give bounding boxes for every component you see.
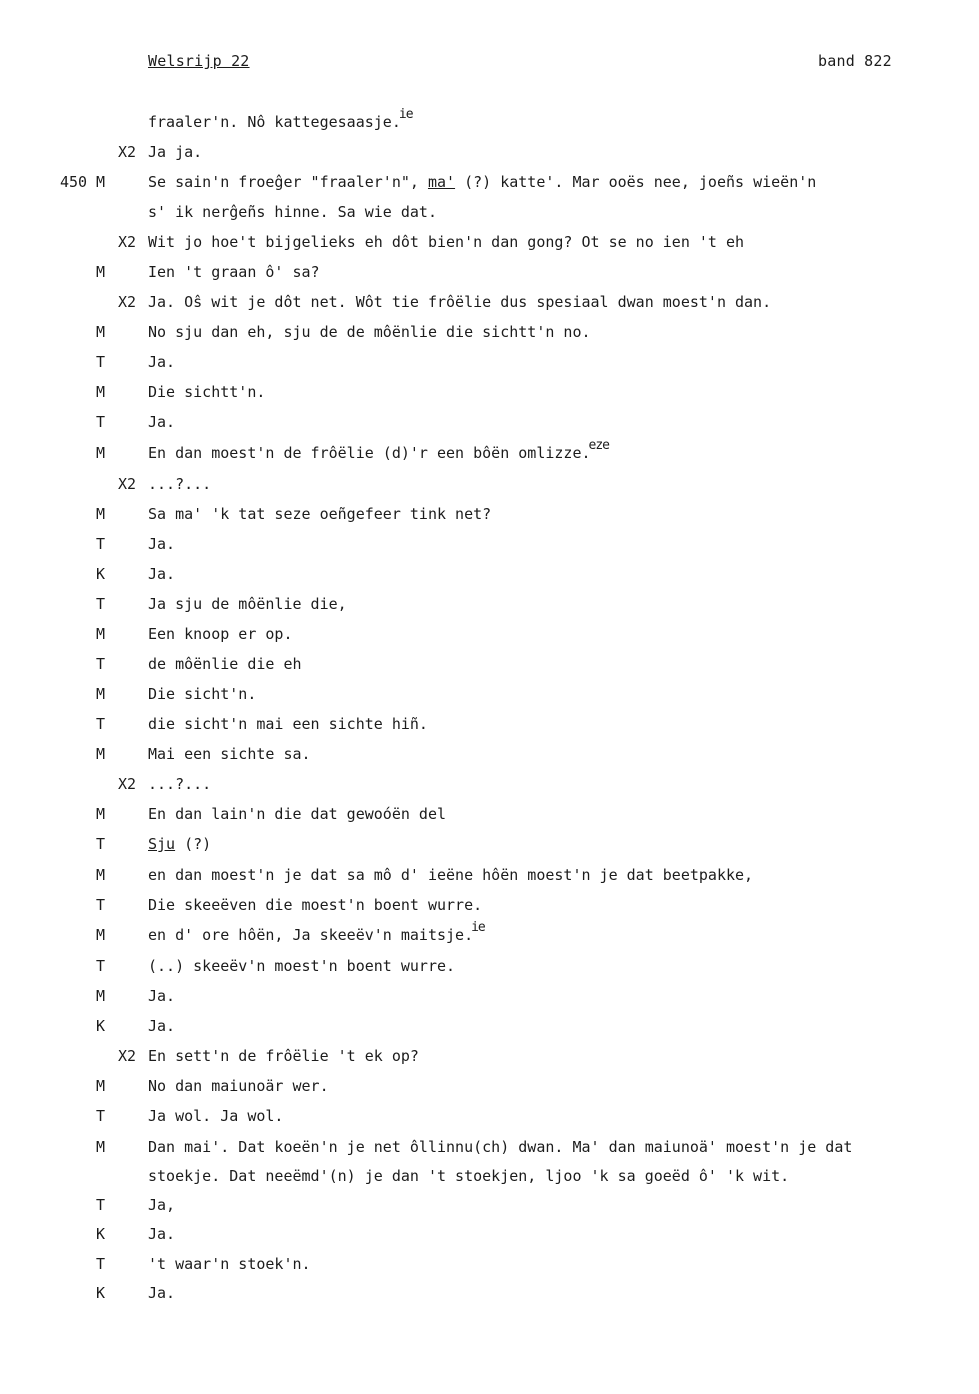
speaker-label: M: [96, 866, 106, 884]
speaker-label: M: [96, 1138, 106, 1156]
speaker-label: T: [96, 655, 106, 673]
utterance-text: [148, 1252, 311, 1276]
utterance-main: Die sichtt'n.: [148, 383, 266, 401]
utterance-main: Ja. Oŝ wit je dôt net. Wôt tie frôëlie dus spesiaal dwan moest'n dan.: [148, 293, 772, 311]
utterance-main: Se sain'n froeĝer "fraaler'n",: [148, 173, 428, 191]
utterance-main: Ja.: [148, 535, 176, 553]
speaker-label: M: [96, 625, 106, 643]
speaker-label: M: [96, 505, 106, 523]
utterance-main: (..) skeeëv'n moest'n boent wurre.: [148, 957, 456, 975]
transcript-line: [0, 772, 979, 796]
transcript-line: [0, 562, 979, 586]
transcript-line: [0, 1281, 979, 1305]
speaker-label: M: [96, 444, 106, 462]
speaker-label: M: [96, 383, 106, 401]
utterance-text: [148, 410, 175, 434]
transcript-line: [0, 1164, 979, 1188]
utterance-text: [148, 893, 482, 917]
transcript-line: [0, 592, 979, 616]
utterance-text: [148, 772, 211, 796]
speaker-label: K: [96, 1017, 106, 1035]
transcript-line: [0, 1135, 979, 1159]
utterance-main: En dan moest'n de frôëlie (d)'r een bôën omlizze.: [148, 444, 591, 462]
utterance-text: [148, 652, 302, 676]
utterance-main: Ja.: [148, 1284, 176, 1302]
underlined-word: Sju: [148, 835, 176, 853]
speaker-label: K: [96, 565, 106, 583]
utterance-main: en dan moest'n je dat sa mô d' ieëne hôën moest'n je dat beetpakke,: [148, 866, 754, 884]
speaker-label: M: [96, 323, 106, 341]
transcript-line: [0, 230, 979, 254]
transcript-line: [0, 1014, 979, 1038]
underlined-word: ma': [427, 173, 456, 191]
utterance-main: No dan maiunoär wer.: [148, 1077, 329, 1095]
utterance-main: En sett'n de frôëlie 't ek op?: [148, 1047, 419, 1065]
utterance-text: [148, 712, 428, 736]
utterance-main: die sicht'n mai een sichte hiñ.: [148, 715, 428, 733]
utterance-text: [148, 984, 175, 1008]
utterance-main: Dan mai'. Dat koeën'n je net ôllinnu(ch) dwan. Ma' dan maiunoä' moest'n je dat: [148, 1138, 853, 1156]
speaker-label: T: [96, 535, 106, 553]
transcript-line: [0, 502, 979, 526]
utterance-text: [148, 260, 320, 284]
utterance-text: [148, 107, 413, 136]
speaker-label: X2: [118, 1047, 137, 1065]
utterance-main: Ja ja.: [148, 143, 203, 161]
utterance-main: stoekje. Dat neeëmd'(n) je dan 't stoekjen, ljoo 'k sa goeëd ô' 'k wit.: [148, 1167, 790, 1185]
utterance-text: [148, 1281, 175, 1305]
utterance-main: Ja.: [148, 1017, 176, 1035]
transcript-line: [0, 290, 979, 314]
speaker-label: M: [96, 1077, 106, 1095]
transcript-line: [0, 380, 979, 404]
utterance-main: en d' ore hôën, Ja skeeëv'n maitsje.: [148, 926, 474, 944]
utterance-text: [148, 1164, 789, 1188]
utterance-text: [148, 438, 609, 467]
transcript-line: [0, 1044, 979, 1068]
utterance-text: [148, 920, 485, 949]
utterance-text: [148, 592, 347, 616]
utterance-text: [148, 863, 753, 887]
transcript-line: [0, 107, 979, 134]
transcript-line: [0, 438, 979, 465]
utterance-main: Ja wol. Ja wol.: [148, 1107, 284, 1125]
utterance-main: 't waar'n stoek'n.: [148, 1255, 311, 1273]
utterance-main: Een knoop er op.: [148, 625, 293, 643]
transcript-line: [0, 350, 979, 374]
utterance-text: [148, 1135, 852, 1159]
utterance-text: [148, 1222, 175, 1246]
header-band: band 822: [818, 52, 892, 70]
transcript-line: [0, 140, 979, 164]
utterance-main: No sju dan eh, sju de de môënlie die sichtt'n no.: [148, 323, 591, 341]
speaker-label: T: [96, 715, 106, 733]
speaker-label: X2: [118, 233, 137, 251]
utterance-main: Ien 't graan ô' sa?: [148, 263, 320, 281]
speaker-label: X2: [118, 293, 137, 311]
utterance-text: [148, 140, 202, 164]
transcript-line: [0, 954, 979, 978]
utterance-text: [148, 742, 311, 766]
transcript-line: [0, 832, 979, 856]
speaker-label: T: [96, 835, 106, 853]
transcript-line: [0, 984, 979, 1008]
speaker-label: T: [96, 1196, 106, 1214]
speaker-label: M: [96, 263, 106, 281]
utterance-text: [148, 380, 265, 404]
transcript-line: [0, 410, 979, 434]
transcript-line: [0, 622, 979, 646]
speaker-label: X2: [118, 143, 137, 161]
speaker-label: T: [96, 1107, 106, 1125]
utterance-main: Ja sju de môënlie die,: [148, 595, 347, 613]
superscript-variant: eze: [588, 438, 609, 453]
utterance-main: ...?...: [148, 775, 212, 793]
transcript-line: [0, 893, 979, 917]
speaker-label: T: [96, 957, 106, 975]
utterance-tail: (?): [175, 835, 212, 853]
transcript-line: [0, 1252, 979, 1276]
speaker-label: T: [96, 595, 106, 613]
transcript-line: [0, 1222, 979, 1246]
utterance-text: [148, 472, 211, 496]
transcript-line: [0, 170, 979, 194]
speaker-label: M: [96, 173, 106, 191]
utterance-main: Ja.: [148, 1225, 176, 1243]
utterance-text: [148, 200, 437, 224]
utterance-main: Wit jo hoe't bijgelieks eh dôt bien'n dan gong? Ot se no ien 't eh: [148, 233, 745, 251]
utterance-text: [148, 1193, 175, 1217]
utterance-text: [148, 682, 256, 706]
speaker-label: M: [96, 745, 106, 763]
transcript-line: [0, 472, 979, 496]
utterance-text: [148, 832, 211, 856]
utterance-main: Ja.: [148, 353, 176, 371]
utterance-text: [148, 350, 175, 374]
utterance-main: fraaler'n. Nô kattegesaasje.: [148, 113, 401, 131]
utterance-main: Ja.: [148, 413, 176, 431]
speaker-label: K: [96, 1284, 106, 1302]
superscript-variant: ie: [471, 920, 485, 935]
transcript-line: [0, 320, 979, 344]
utterance-text: [148, 954, 455, 978]
transcript-line: [0, 712, 979, 736]
speaker-label: X2: [118, 475, 137, 493]
speaker-label: K: [96, 1225, 106, 1243]
transcript-line: [0, 1104, 979, 1128]
speaker-label: T: [96, 896, 106, 914]
transcript-line: [0, 532, 979, 556]
transcript-line: [0, 1074, 979, 1098]
utterance-main: Mai een sichte sa.: [148, 745, 311, 763]
utterance-text: [148, 290, 771, 314]
utterance-main: ...?...: [148, 475, 212, 493]
utterance-main: Ja,: [148, 1196, 176, 1214]
header-title-text: Welsrijp 22: [148, 52, 250, 70]
speaker-label: M: [96, 685, 106, 703]
speaker-label: M: [96, 805, 106, 823]
utterance-text: [148, 622, 293, 646]
utterance-text: [148, 1014, 175, 1038]
line-number: 450: [60, 173, 88, 191]
transcript-line: [0, 652, 979, 676]
utterance-text: [148, 230, 744, 254]
utterance-main: Ja.: [148, 565, 176, 583]
utterance-text: [148, 562, 175, 586]
utterance-main: de môënlie die eh: [148, 655, 302, 673]
utterance-main: Die sicht'n.: [148, 685, 257, 703]
utterance-text: [148, 1044, 419, 1068]
utterance-main: Sa ma' 'k tat seze oeñgefeer tink net?: [148, 505, 492, 523]
utterance-text: [148, 532, 175, 556]
transcript-line: [0, 1193, 979, 1217]
speaker-label: M: [96, 926, 106, 944]
transcript-line: [0, 682, 979, 706]
utterance-text: [148, 502, 491, 526]
transcript-line: [0, 260, 979, 284]
speaker-label: T: [96, 1255, 106, 1273]
speaker-label: T: [96, 353, 106, 371]
utterance-text: [148, 170, 816, 194]
utterance-text: [148, 320, 591, 344]
header-title: [148, 52, 250, 70]
utterance-text: [148, 1104, 283, 1128]
utterance-text: [148, 802, 446, 826]
transcript-line: [0, 200, 979, 224]
speaker-label: X2: [118, 775, 137, 793]
transcript-line: [0, 920, 979, 947]
speaker-label: T: [96, 413, 106, 431]
superscript-variant: ie: [398, 107, 413, 122]
utterance-main: En dan lain'n die dat gewoóën del: [148, 805, 447, 823]
utterance-main: Die skeeëven die moest'n boent wurre.: [148, 896, 483, 914]
utterance-text: [148, 1074, 329, 1098]
utterance-main: Ja.: [148, 987, 176, 1005]
transcript-line: [0, 802, 979, 826]
utterance-tail: (?) katte'. Mar ooës nee, joeñs wieën'n: [455, 173, 817, 191]
transcript-line: [0, 863, 979, 887]
transcript-line: [0, 742, 979, 766]
utterance-main: s' ik nerĝeñs hinne. Sa wie dat.: [148, 203, 437, 221]
speaker-label: M: [96, 987, 106, 1005]
